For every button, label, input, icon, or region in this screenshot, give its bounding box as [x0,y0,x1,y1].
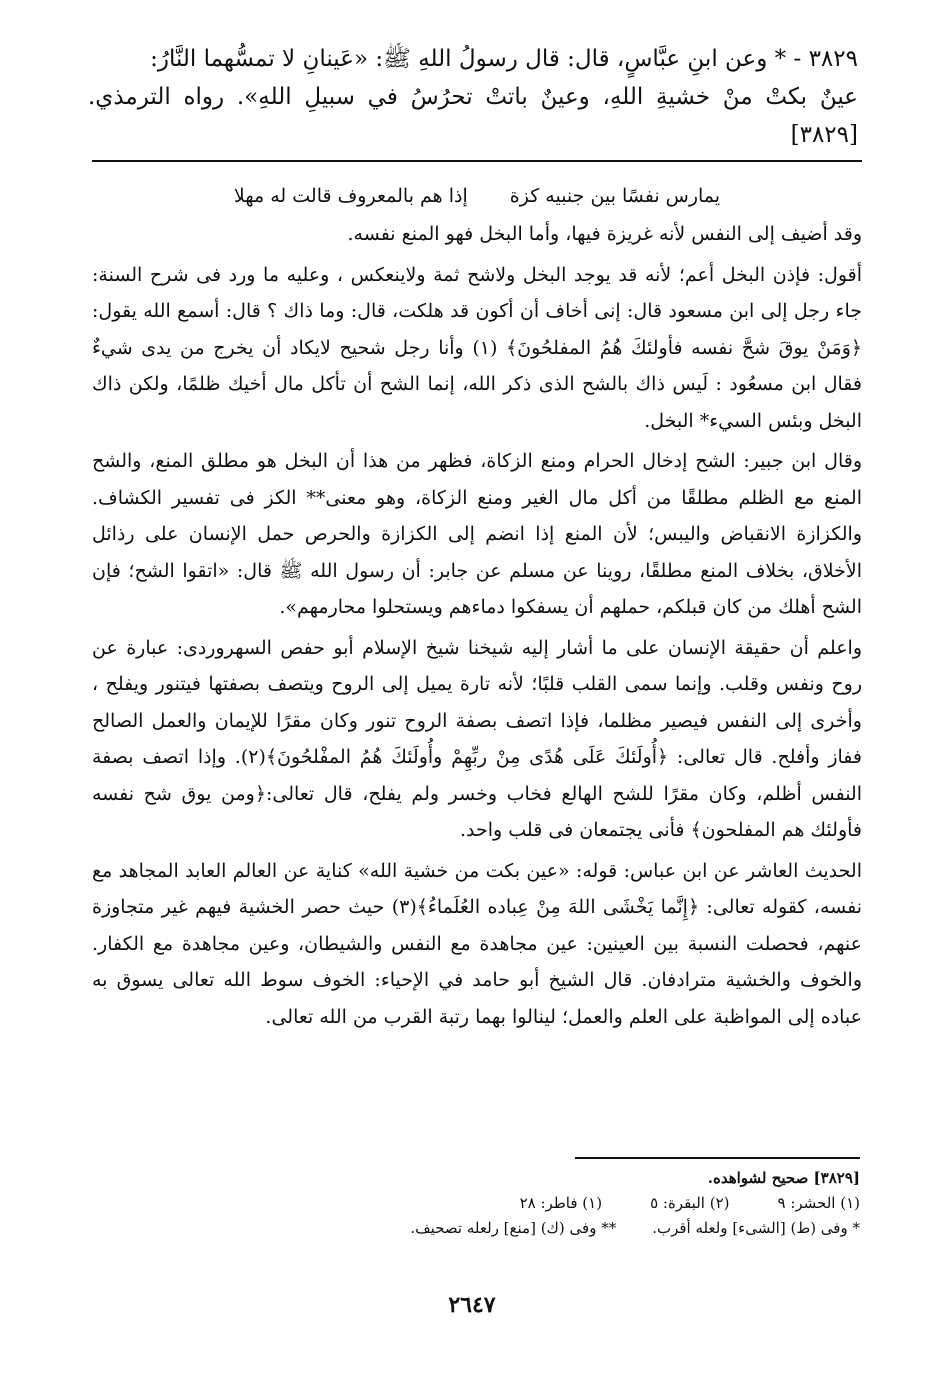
verse-second-hemistich: إذا هم بالمعروف قالت له مهلا [233,185,468,207]
poetry-verse [92,176,862,216]
commentary-paragraph-4: واعلم أن حقيقة الإنسان على ما أشار إليه شيخنا شيخ الإسلام أبو حفص السهروردى: عبارة عن روح ونفس وقلب. وإنما سمى القلب قلبًا؛ لأنه تارة يميل إلى الروح ويتصف بصفتها فيتنور ويفلح ، وأخرى إلى النفس فيصير مظلما، فإذا اتصف بصفة الروح تنور وكان مقرًا للإيمان والعمل الصالح ففاز وأفلح. قال تعالى: ﴿أُولَئكَ عَلَى هُدًى مِنْ ربِّهِمْ وأُولَئكَ هُمُ المفْلحُونَ﴾(٢). وإذا اتصف بصفة النفس أظلم، وكان مقرًا للشح الهالع فخاب وخسر ولم يفلح، قال تعالى:﴿ومن يوق شح نفسه فأولئك هم المفلحون﴾ فأنى يجتمعان فى قلب واحد. [92,636,862,841]
footnote-ref-1: (١) الحشر: ٩ [777,1194,860,1212]
quran-references [300,1191,860,1216]
commentary-block [92,176,862,1039]
section-divider [92,160,862,162]
commentary-paragraph-3: وقال ابن جبير: الشح إدخال الحرام ومنع الزكاة، فظهر من هذا أن البخل هو مطلق المنع، والشح المنع مع الظلم مطلقًا من أكل مال الغير ومنع الزكاة، وهو معنى** الكز فى تفسير الكشاف. والكزازة الانقباض واليبس؛ لأن المنع إذا انضم إلى الكزازة والحرص حمل الإنسان على رذائل الأخلاق، بخلاف المنع مطلقًا، روينا عن مسلم عن جابر: أن رسول الله ﷺ قال: «اتقوا الشح؛ فإن الشح أهلك من كان قبلكم، حملهم أن يسفكوا دماءهم ويستحلوا محارمهم». [92,450,862,618]
hadith-line-2: عينٌ بكتْ منْ خشيةِ اللهِ، وعينٌ باتتْ تحرُسُ في سبيلِ اللهِ». رواه الترمذي. [٣٨٢٩] [88,84,858,148]
variant-note-1: * وفى (ط) [الشىء] ولعله أقرب. [652,1219,860,1237]
footnote-divider [575,1157,860,1159]
commentary-paragraph-5: الحديث العاشر عن ابن عباس: قوله: «عين بكت من خشية الله» كناية عن العالم العابد المجاهد مع نفسه، كقوله تعالى: ﴿إِنَّما يَخْشَى اللهَ مِنْ عِباده العُلَماءُ﴾(٣) حيث حصر الخشية فيهم غير متجاوزة عنهم، فحصلت النسبة بين العينين: عين مجاهدة مع النفس والشيطان، وعين مجاهدة مع الكفار. والخوف والخشية مترادفان. قال الشيخ أبو حامد في الإحياء: الخوف سوط الله تعالى يسوق به عباده إلى المواظبة على العلم والعمل؛ لينالوا بهما رتبة القرب من الله تعالى. [92,859,862,1028]
hadith-grade-note: [٣٨٢٩] صحيح لشواهده. [707,1169,860,1187]
hadith-line-1: ٣٨٢٩ - * وعن ابنِ عبَّاسٍ، قال: قال رسولُ اللهِ ﷺ: «عَينانِ لا تمسُّهما النَّارُ: [150,46,858,72]
variant-note-2: ** وفى (ك) [منع] رلعله تصحيف. [410,1219,617,1237]
commentary-paragraph-1: وقد أضيف إلى النفس لأنه غريزة فيها، وأما البخل فهو المنع نفسه. [347,223,862,245]
hadith-block [88,40,858,154]
commentary-paragraph-2: أقول: فإذن البخل أعم؛ لأنه قد يوجد البخل ولاشح ثمة ولاينعكس ، وعليه ما ورد فى شرح السنة: جاء رجل إلى ابن مسعود قال: إنى أخاف أن أكون قد هلكت، قال: وما ذاك ؟ قال: أسمع الله يقول: ﴿وَمَنْ يوقَ شحَّ نفسه فأولئكَ هُمُ المفلحُونَ﴾ (١) وأنا رجل شحيح لايكاد أن يخرج من يدى شيءٌ فقال ابن مسعُود : لَيس ذاك بالشح الذى ذكر الله، إنما الشح أن تأكل مال أخيك ظلمًا، ولكن ذاك البخل وبئس السيء* البخل. [92,263,862,432]
footnotes [300,1166,860,1241]
footnote-ref-2: (٢) البقرة: ٥ [650,1194,730,1212]
page-number: ٢٦٤٧ [448,1292,496,1318]
variant-readings [300,1216,860,1241]
verse-first-hemistich: يمارس نفسًا بين جنبيه كزة [509,185,721,207]
footnote-ref-3: (١) فاطر: ٢٨ [519,1194,603,1212]
